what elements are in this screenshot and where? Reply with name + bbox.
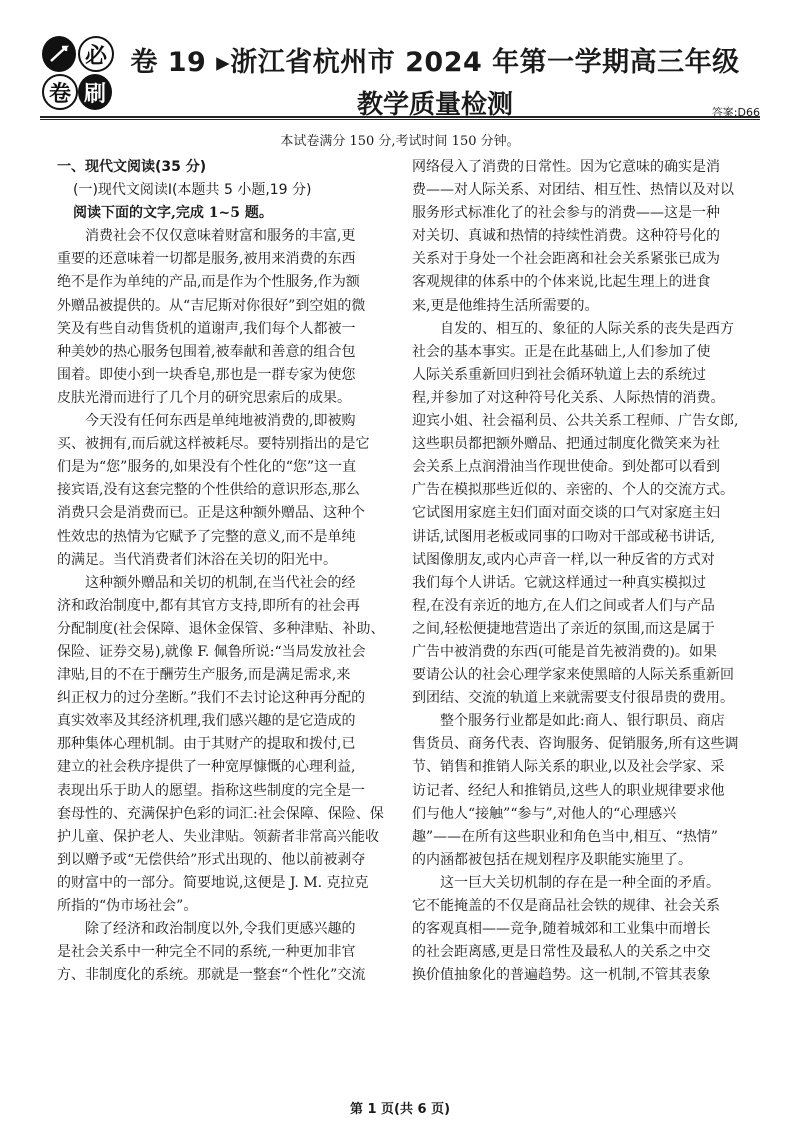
text-line: 费——对人际关系、对团结、相互性、热情以及对以	[412, 182, 734, 199]
text-line: 趣”——在所有这些职业和角色当中,相互、“热情”	[412, 828, 718, 845]
text-line: 的满足。当代消费者们沐浴在关切的阳光中。	[57, 551, 337, 568]
text-line: 消费社会不仅仅意味着财富和服务的丰富,更	[85, 228, 356, 245]
text-line: 们是为“您”服务的,如果没有个性化的“您”这一直	[57, 459, 357, 476]
text-line: 迎宾小姐、社会福利员、公共关系工程师、广告女郎,	[412, 413, 739, 430]
text-line: 程,并参加了对这种符号化关系、人际热情的消费。	[412, 389, 725, 406]
header-divider	[40, 116, 760, 118]
text-line: 是社会关系中一种完全不同的系统,一种更加非官	[57, 944, 356, 961]
text-line: 笑及有些自动售货机的道谢声,我们每个人都被一	[57, 320, 356, 337]
text-line: 访记者、经纪人和推销员,这些人的职业规律要求他	[412, 782, 725, 799]
text-line: 我们每个人讲话。它就这样通过一种真实模拟过	[412, 574, 706, 591]
text-line: 所指的“伪市场社会”。	[57, 898, 198, 914]
text-line: 除了经济和政治制度以外,令我们更感兴趣的	[85, 921, 356, 938]
text-line: 保险、证券交易),就像 F. 佩鲁所说:“当局发放社会	[57, 643, 366, 660]
text-line: 会关系上点润滑油当作现世使命。到处都可以看到	[412, 459, 720, 476]
text-line: 性效忠的热情为它赋予了完整的意义,而不是单纯	[57, 528, 356, 545]
text-line: 套母性的、充满保护色彩的词汇:社会保障、保险、保	[57, 805, 384, 822]
logo-char-shua: 刷	[78, 74, 112, 110]
text-line: (一)现代文阅读Ⅰ(本题共 5 小题,19 分)	[73, 182, 312, 199]
answer-code: 答案:D66	[711, 106, 760, 119]
page-title: 卷 19 ▸浙江省杭州市 2024 年第一学期高三年级	[130, 47, 740, 78]
text-line: 自发的、相互的、象征的人际关系的丧失是西方	[440, 320, 734, 337]
text-line: 网络侵入了消费的日常性。因为它意味的确实是消	[412, 159, 720, 175]
text-line: 社会的基本事实。正是在此基础上,人们参加了使	[412, 343, 711, 360]
text-line: 节、销售和推销人际关系的职业,以及社会学家、采	[412, 759, 725, 776]
text-line: 之间,轻松便捷地营造出了亲近的氛围,而这是属于	[412, 620, 715, 637]
text-line: 皮肤光滑而进行了几个月的研究思索后的成果。	[57, 389, 351, 406]
text-line: 程,在没有亲近的地方,在人们之间或者人们与产品	[412, 597, 715, 614]
text-line: 阅读下面的文字,完成 1~5 题。	[73, 205, 273, 222]
text-line: 纠正权力的过分垄断。”我们不去讨论这种再分配的	[57, 690, 366, 707]
right-column	[412, 156, 752, 987]
logo-char-juan: 卷	[42, 74, 78, 110]
text-line: 广告中被消费的东西(可能是首先被消费的)。如果	[412, 643, 717, 660]
text-line: 它试图用家庭主妇们面对面交谈的口气对家庭主妇	[412, 505, 720, 522]
text-line: 外赠品被提供的。从“吉尼斯对你很好”到空姐的微	[57, 297, 366, 314]
text-line: 它不能掩盖的不仅是商品社会铁的规律、社会关系	[412, 898, 720, 914]
text-line: 要请公认的社会心理学家来使黑暗的人际关系重新回	[412, 667, 734, 684]
text-line: 绝不是作为单纯的产品,而是作为个性服务,作为额	[57, 274, 360, 291]
page-subtitle: 教学质量检测	[356, 90, 513, 120]
text-line: 售货员、商务代表、咨询服务、促销服务,所有这些调	[412, 736, 739, 753]
text-line: 讲话,试图用老板或同事的口吻对干部或秘书讲话,	[412, 528, 715, 545]
text-line: 试图像朋友,或内心声音一样,以一种反省的方式对	[412, 551, 715, 568]
text-line: 围着。即使小到一块香皂,那也是一群专家为使您	[57, 366, 356, 383]
exam-note: 本试卷满分 150 分,考试时间 150 分钟。	[280, 134, 520, 149]
text-line: 的内涵都被包括在规划程序及职能实施里了。	[412, 851, 692, 868]
text-line: 服务形式标准化了的社会参与的消费——这是一种	[412, 205, 720, 222]
text-line: 接宾语,没有这套完整的个性供给的意识形态,那么	[57, 482, 360, 499]
logo-arrow-icon	[42, 36, 76, 72]
brand-logo	[42, 36, 114, 112]
text-line: 广告在模拟那些近似的、亲密的、个人的交流方式。	[412, 482, 734, 499]
text-line: 今天没有任何东西是单纯地被消费的,即被购	[85, 413, 356, 430]
text-line: 换价值抽象化的普遍趋势。这一机制,不管其表象	[412, 967, 711, 984]
text-line: 表现出乐于助人的愿望。指称这些制度的完全是一	[57, 782, 365, 799]
text-line: 真实效率及其经济机理,我们感兴趣的是它造成的	[57, 713, 356, 730]
text-line: 消费只会是消费而已。正是这种额外赠品、这种个	[57, 505, 365, 522]
text-line: 方、非制度化的系统。那就是一整套“个性化”交流	[57, 967, 366, 984]
text-line: 这一巨大关切机制的存在是一种全面的矛盾。	[440, 874, 720, 891]
logo-char-bi: 必	[78, 36, 114, 72]
text-line: 的客观真相——竞争,随着城郊和工业集中而增长	[412, 921, 711, 938]
text-line: 这些职员都把额外赠品、把通过制度化微笑来为社	[412, 436, 720, 453]
text-line: 这种额外赠品和关切的机制,在当代社会的经	[85, 574, 356, 591]
header-divider-thin	[40, 119, 760, 120]
text-line: 对关切、真诚和热情的持续性消费。这种符号化的	[412, 228, 720, 245]
text-line: 人际关系重新回归到社会循环轨道上去的系统过	[412, 366, 706, 383]
text-line: 分配制度(社会保障、退休金保管、多种津贴、补助、	[57, 620, 385, 637]
text-line: 的社会距离感,更是日常性及最私人的关系之中交	[412, 944, 711, 961]
left-column	[57, 156, 397, 987]
text-line: 重要的还意味着一切都是服务,被用来消费的东西	[57, 251, 356, 268]
text-line: 津贴,目的不在于酬劳生产服务,而是满足需求,来	[57, 667, 351, 684]
text-line: 们与他人“接触”“参与”,对他人的“心理感兴	[412, 805, 677, 822]
text-line: 种美妙的热心服务包围着,被奉献和善意的组合包	[57, 343, 356, 360]
page-number: 第 1 页(共 6 页)	[349, 1102, 451, 1117]
text-line: 买、被拥有,而后就这样被耗尽。要特别指出的是它	[57, 436, 370, 453]
text-line: 济和政治制度中,都有其官方支持,即所有的社会再	[57, 597, 360, 614]
text-line: 到以赠予或“无偿供给”形式出现的、他以前被剥夺	[57, 851, 366, 868]
text-line: 关系对于身处一个社会距离和社会关系紧张已成为	[412, 251, 720, 268]
text-line: 那种集体心理机制。由于其财产的提取和拨付,已	[57, 736, 356, 753]
text-line: 到团结、交流的轨道上来就需要支付很昂贵的费用。	[412, 690, 734, 707]
text-line: 整个服务行业都是如此:商人、银行职员、商店	[440, 713, 725, 730]
text-line: 建立的社会秩序提供了一种宽厚慷慨的心理利益,	[57, 759, 356, 776]
text-line: 来,更是他维持生活所需要的。	[412, 297, 599, 314]
text-line: 的财富中的一部分。简要地说,这便是 J. M. 克拉克	[57, 874, 369, 891]
text-line: 一、现代文阅读(35 分)	[57, 159, 207, 175]
text-line: 客观规律的体系中的个体来说,比起生理上的进食	[412, 274, 711, 291]
text-line: 护儿童、保护老人、失业津贴。领薪者非常高兴能收	[57, 828, 379, 845]
